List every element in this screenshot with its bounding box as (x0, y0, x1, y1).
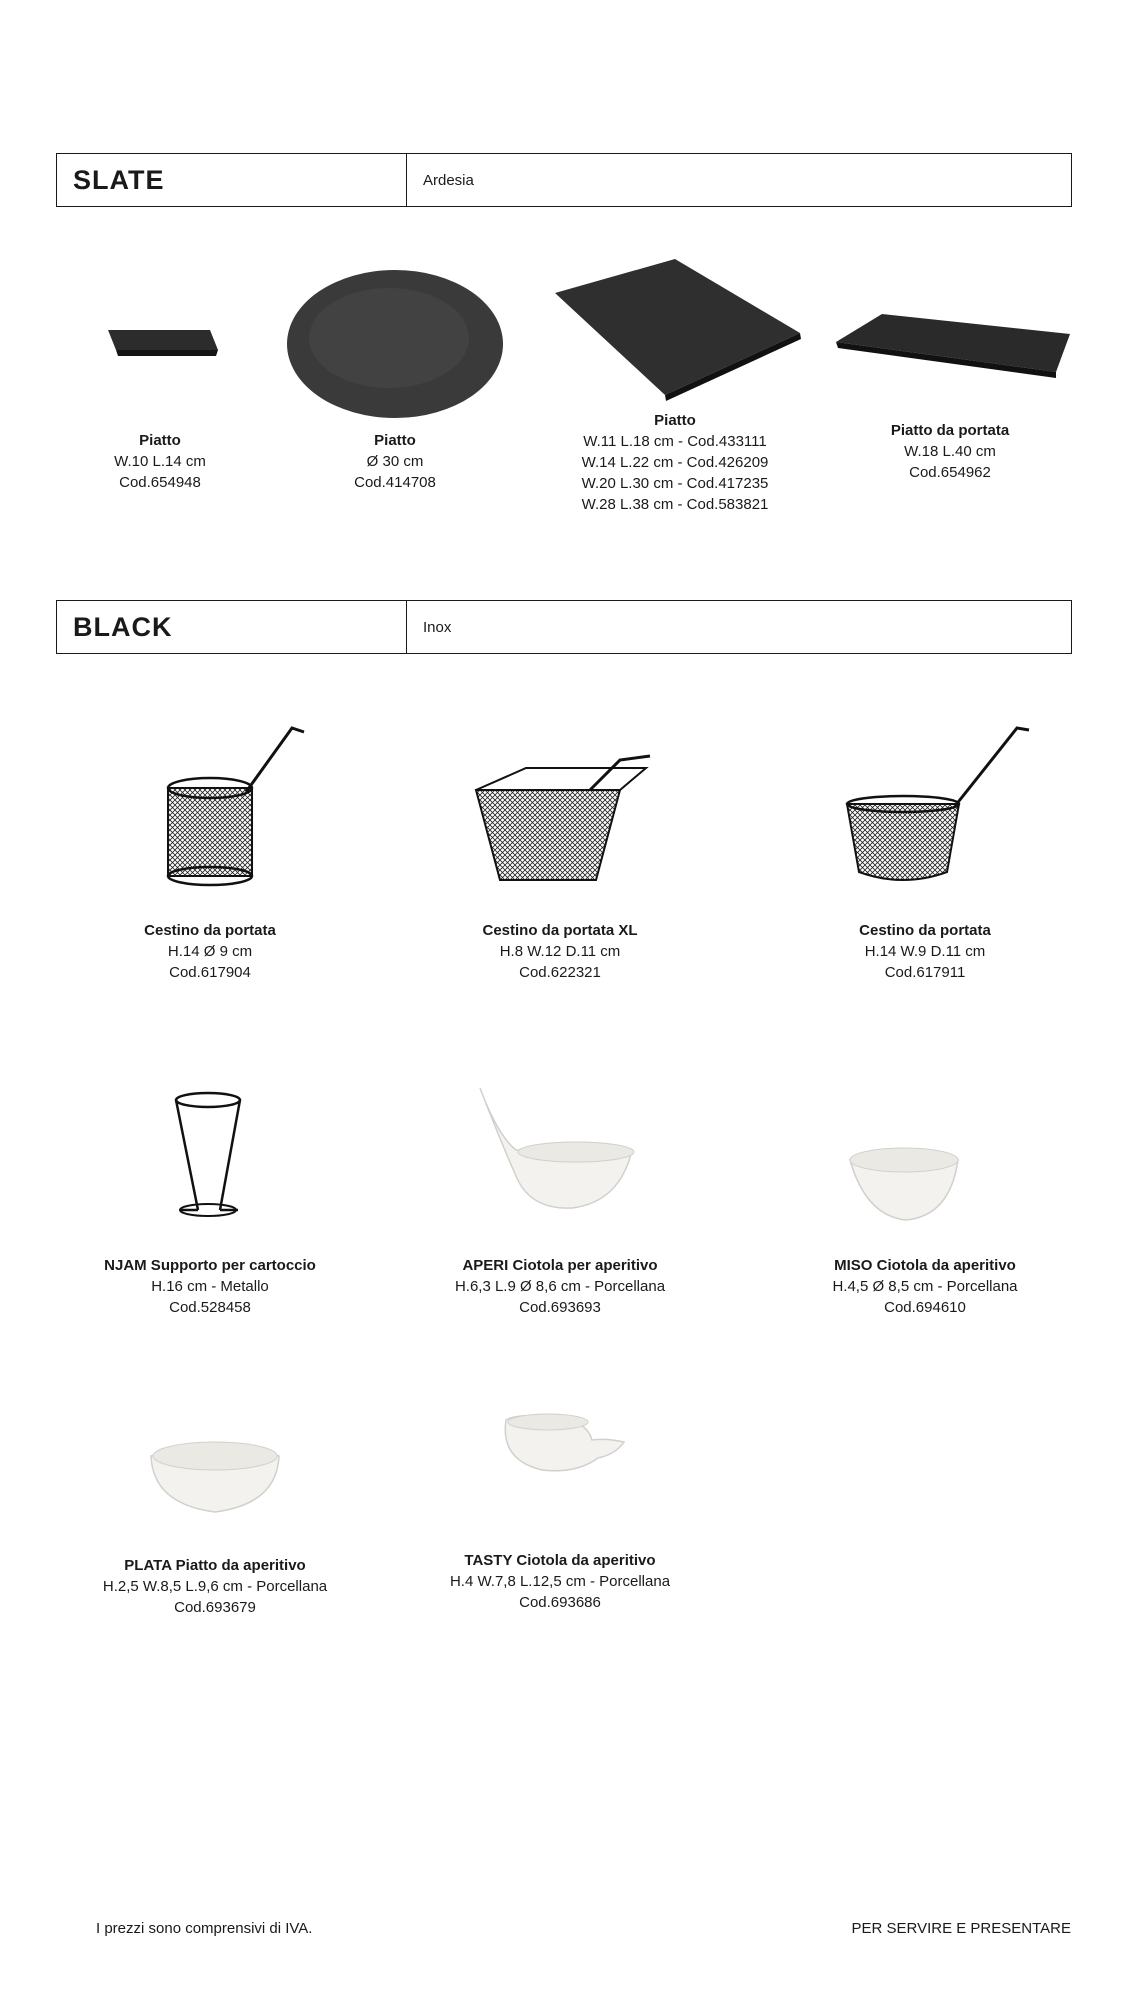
product-name: MISO Ciotola da aperitivo (834, 1257, 1016, 1274)
slate-serving-plate-image (830, 300, 1070, 420)
product-card (545, 255, 805, 515)
product-code: Cod.617911 (884, 964, 966, 981)
product-dimensions: Ø 30 cm (366, 453, 424, 470)
product-card (80, 720, 340, 983)
product-card (420, 1400, 700, 1613)
product-name: NJAM Supporto per cartoccio (104, 1257, 316, 1274)
product-name: TASTY Ciotola da aperitivo (464, 1552, 656, 1569)
section-subtitle: Ardesia (423, 171, 474, 189)
product-dimensions: H.14 W.9 D.11 cm (864, 943, 986, 960)
product-card (80, 1080, 340, 1318)
product-name: Cestino da portata (859, 922, 991, 939)
product-code: Cod.693693 (519, 1299, 601, 1316)
product-name: Piatto (654, 412, 696, 429)
slate-small-plate-image (60, 300, 260, 430)
rectangular-fry-basket-image (795, 720, 1055, 920)
product-card (75, 1400, 355, 1618)
slate-round-plate-image (285, 270, 505, 430)
product-name: APERI Ciotola per aperitivo (462, 1257, 658, 1274)
product-dimensions: W.10 L.14 cm (114, 453, 206, 470)
product-card (795, 720, 1055, 983)
product-name: Cestino da portata XL (482, 922, 638, 939)
product-card (830, 300, 1070, 483)
product-code: Cod.694610 (884, 1299, 966, 1316)
product-code: Cod.654962 (909, 464, 991, 481)
slate-rectangular-plate-image (545, 255, 805, 410)
section-title: SLATE (57, 154, 407, 206)
product-dimensions: H.8 W.12 D.11 cm (499, 943, 621, 960)
cone-holder-stand-image (80, 1080, 340, 1255)
product-code: Cod.528458 (169, 1299, 251, 1316)
product-dimensions: H.4 W.7,8 L.12,5 cm - Porcellana (449, 1573, 671, 1590)
tasty-bowl-image (420, 1400, 700, 1550)
product-card (285, 270, 505, 493)
section-title: BLACK (57, 601, 407, 653)
section-header-slate (56, 153, 1072, 207)
square-fry-basket-image (440, 720, 680, 920)
product-dimensions: H.14 Ø 9 cm (167, 943, 253, 960)
aperi-bowl-image (420, 1080, 700, 1255)
product-dimensions: H.16 cm - Metallo (151, 1278, 269, 1295)
product-dimensions-4: W.28 L.38 cm - Cod.583821 (581, 496, 769, 513)
product-dimensions-2: W.14 L.22 cm - Cod.426209 (581, 454, 769, 471)
product-dimensions-3: W.20 L.30 cm - Cod.417235 (581, 475, 769, 492)
footer-section-title: PER SERVIRE E PRESENTARE (851, 1920, 1071, 1937)
round-fry-basket-image (80, 720, 340, 920)
product-card (60, 300, 260, 493)
product-card (790, 1080, 1060, 1318)
product-card (440, 720, 680, 983)
product-dimensions: H.2,5 W.8,5 L.9,6 cm - Porcellana (102, 1578, 328, 1595)
product-code: Cod.414708 (354, 474, 436, 491)
product-dimensions-1: W.11 L.18 cm - Cod.433111 (583, 433, 767, 450)
section-header-black (56, 600, 1072, 654)
product-code: Cod.693679 (174, 1599, 256, 1616)
plata-plate-image (75, 1400, 355, 1555)
product-code: Cod.622321 (519, 964, 601, 981)
product-dimensions: H.6,3 L.9 Ø 8,6 cm - Porcellana (454, 1278, 666, 1295)
product-dimensions: H.4,5 Ø 8,5 cm - Porcellana (832, 1278, 1018, 1295)
product-card (420, 1080, 700, 1318)
product-code: Cod.693686 (519, 1594, 601, 1611)
product-name: PLATA Piatto da aperitivo (124, 1557, 306, 1574)
product-dimensions: W.18 L.40 cm (904, 443, 996, 460)
section-subtitle: Inox (423, 618, 452, 636)
product-name: Piatto (139, 432, 181, 449)
product-name: Piatto da portata (890, 422, 1010, 439)
product-code: Cod.654948 (119, 474, 201, 491)
product-code: Cod.617904 (169, 964, 251, 981)
miso-bowl-image (790, 1080, 1060, 1255)
product-name: Piatto (374, 432, 416, 449)
footer-vat-note: I prezzi sono comprensivi di IVA. (96, 1920, 313, 1937)
product-name: Cestino da portata (144, 922, 276, 939)
